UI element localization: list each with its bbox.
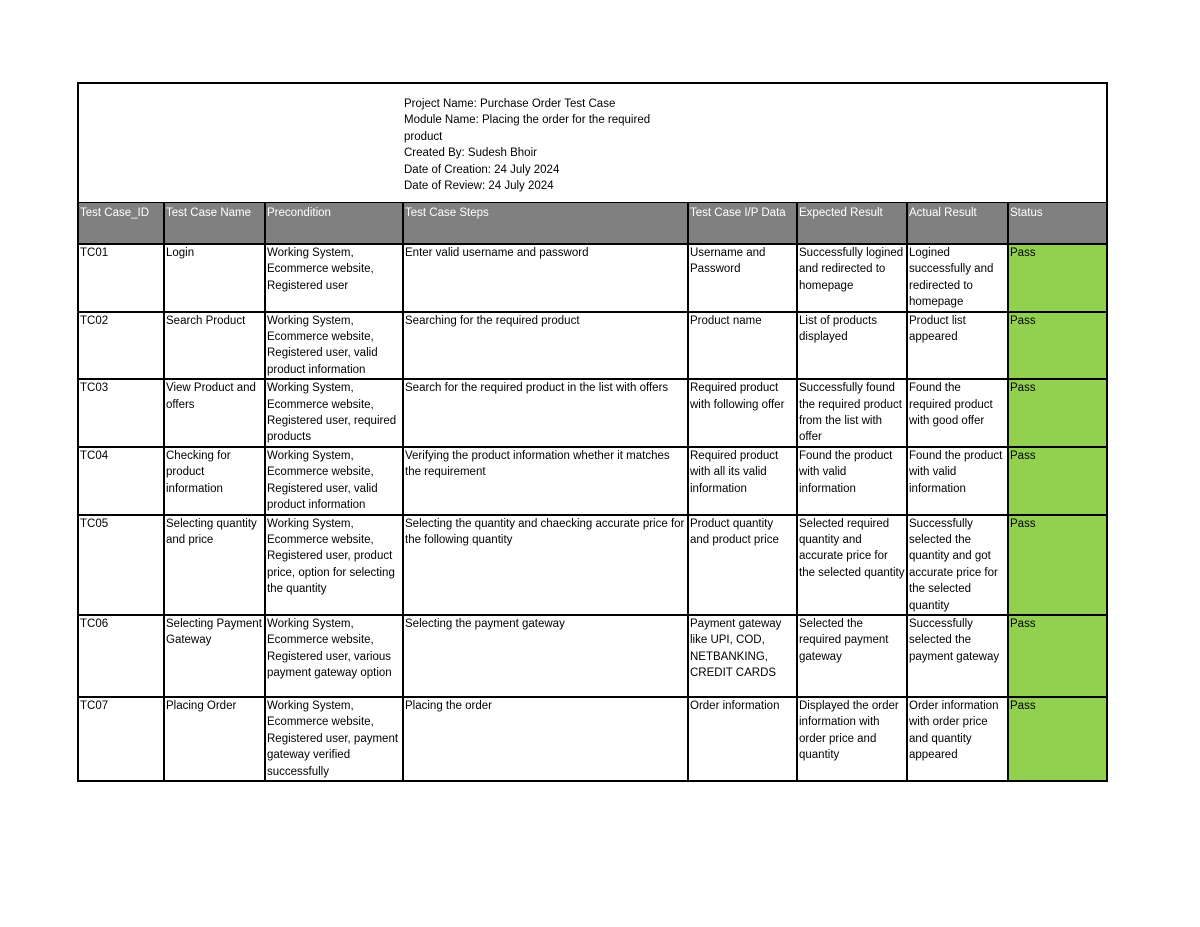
- input-data: Required product with following offer: [688, 379, 797, 447]
- table-row: [79, 244, 1106, 312]
- expected-result: List of products displayed: [797, 312, 907, 380]
- column-header-actual-result: Actual Result: [907, 203, 1008, 244]
- created-by: Created By: Sudesh Bhoir: [404, 147, 537, 160]
- precondition: Working System, Ecommerce website, Registered user, product price, option for selecting the quantity: [265, 515, 403, 615]
- test-case-name: Selecting quantity and price: [164, 515, 265, 615]
- table-row: [79, 515, 1106, 615]
- expected-result: Selected required quantity and accurate price for the selected quantity: [797, 515, 907, 615]
- date-of-review: Date of Review: 24 July 2024: [404, 180, 554, 193]
- test-case-name: Placing Order: [164, 697, 265, 780]
- date-of-creation: Date of Creation: 24 July 2024: [404, 163, 560, 176]
- precondition: Working System, Ecommerce website, Registered user: [265, 244, 403, 312]
- expected-result: Selected the required payment gateway: [797, 615, 907, 697]
- test-case-name: Search Product: [164, 312, 265, 380]
- column-header-test-case-steps: Test Case Steps: [403, 203, 688, 244]
- table-header-row: [79, 203, 1106, 244]
- test-case-name: Selecting Payment Gateway: [164, 615, 265, 697]
- actual-result: Found the product with valid information: [907, 447, 1008, 515]
- actual-result: Found the required product with good offer: [907, 379, 1008, 447]
- table-row: [79, 697, 1106, 780]
- column-header-precondition: Precondition: [265, 203, 403, 244]
- expected-result: Found the product with valid information: [797, 447, 907, 515]
- precondition: Working System, Ecommerce website, Registered user, payment gateway verified successfully: [265, 697, 403, 780]
- test-case-id: TC05: [79, 515, 164, 615]
- precondition: Working System, Ecommerce website, Registered user, valid product information: [265, 447, 403, 515]
- expected-result: Successfully found the required product from the list with offer: [797, 379, 907, 447]
- column-header-test-case-id: Test Case_ID: [79, 203, 164, 244]
- expected-result: Displayed the order information with order price and quantity: [797, 697, 907, 780]
- test-case-steps: Enter valid username and password: [403, 244, 688, 312]
- test-case-steps: Placing the order: [403, 697, 688, 780]
- input-data: Product quantity and product price: [688, 515, 797, 615]
- status-cell: Pass: [1008, 697, 1106, 780]
- input-data: Required product with all its valid information: [688, 447, 797, 515]
- test-case-id: TC07: [79, 697, 164, 780]
- column-header-test-case-name: Test Case Name: [164, 203, 265, 244]
- status-cell: Pass: [1008, 312, 1106, 380]
- table-row: [79, 615, 1106, 697]
- status-cell: Pass: [1008, 515, 1106, 615]
- actual-result: Order information with order price and quantity appeared: [907, 697, 1008, 780]
- precondition: Working System, Ecommerce website, Registered user, various payment gateway option: [265, 615, 403, 697]
- input-data: Product name: [688, 312, 797, 380]
- status-cell: Pass: [1008, 244, 1106, 312]
- test-case-name: Checking for product information: [164, 447, 265, 515]
- test-case-steps: Selecting the quantity and chaecking accurate price for the following quantity: [403, 515, 688, 615]
- project-name: Project Name: Purchase Order Test Case: [404, 98, 616, 110]
- test-case-sheet: [77, 82, 1108, 782]
- test-case-name: View Product and offers: [164, 379, 265, 447]
- test-case-name: Login: [164, 244, 265, 312]
- actual-result: Product list appeared: [907, 312, 1008, 380]
- actual-result: Successfully selected the payment gateway: [907, 615, 1008, 697]
- test-case-id: TC02: [79, 312, 164, 380]
- precondition: Working System, Ecommerce website, Registered user, valid product information: [265, 312, 403, 380]
- test-case-id: TC01: [79, 244, 164, 312]
- column-header-expected-result: Expected Result: [797, 203, 907, 244]
- test-case-table: [79, 203, 1106, 780]
- input-data: Order information: [688, 697, 797, 780]
- project-info-lines: [404, 96, 674, 194]
- column-header-status: Status: [1008, 203, 1106, 244]
- module-name: Module Name: Placing the order for the required product: [404, 114, 651, 143]
- table-row: [79, 447, 1106, 515]
- test-case-steps: Verifying the product information whether it matches the requirement: [403, 447, 688, 515]
- test-case-id: TC04: [79, 447, 164, 515]
- actual-result: Logined successfully and redirected to homepage: [907, 244, 1008, 312]
- input-data: Payment gateway like UPI, COD, NETBANKING, CREDIT CARDS: [688, 615, 797, 697]
- test-case-id: TC06: [79, 615, 164, 697]
- column-header-input-data: Test Case I/P Data: [688, 203, 797, 244]
- test-case-steps: Searching for the required product: [403, 312, 688, 380]
- status-cell: Pass: [1008, 379, 1106, 447]
- test-case-steps: Selecting the payment gateway: [403, 615, 688, 697]
- actual-result: Successfully selected the quantity and got accurate price for the selected quantity: [907, 515, 1008, 615]
- project-info-block: [79, 84, 1106, 203]
- table-row: [79, 312, 1106, 380]
- status-cell: Pass: [1008, 615, 1106, 697]
- precondition: Working System, Ecommerce website, Registered user, required products: [265, 379, 403, 447]
- table-row: [79, 379, 1106, 447]
- test-case-id: TC03: [79, 379, 164, 447]
- input-data: Username and Password: [688, 244, 797, 312]
- test-case-steps: Search for the required product in the list with offers: [403, 379, 688, 447]
- status-cell: Pass: [1008, 447, 1106, 515]
- expected-result: Successfully logined and redirected to homepage: [797, 244, 907, 312]
